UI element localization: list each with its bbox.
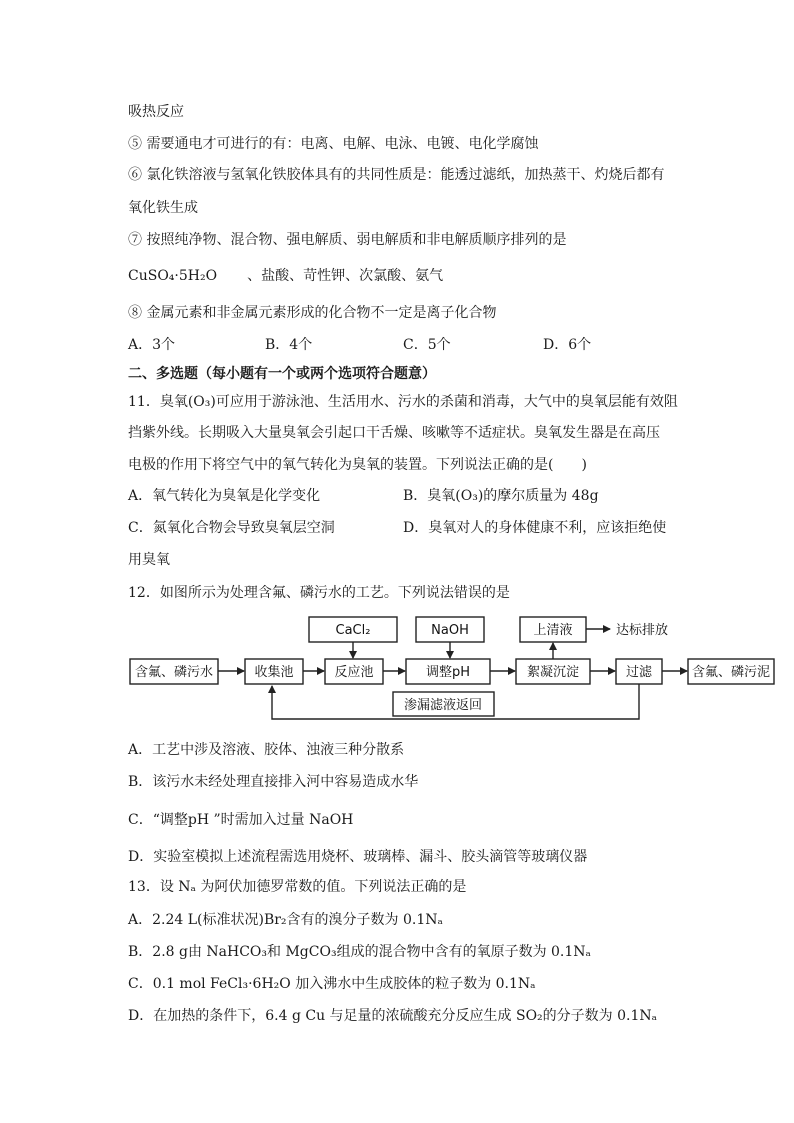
- q11-stem-3: 电极的作用下将空气中的氧气转化为臭氧的装置。下列说法正确的是( ): [128, 457, 587, 473]
- q13-option-a: A．2.24 L(标准状况)Br₂含有的溴分子数为 0.1Nₐ: [128, 912, 443, 928]
- q11-option-b: B．臭氧(O₃)的摩尔质量为 48g: [403, 488, 599, 504]
- label-filter: 过滤: [625, 665, 653, 680]
- q12-option-a: A．工艺中涉及溶液、胶体、浊液三种分散系: [128, 742, 405, 758]
- label-sludge: 含氟、磷污泥: [691, 665, 771, 680]
- q11-option-d: D．臭氧对人的身体健康不利，应该拒绝使: [403, 520, 667, 536]
- label-discharge: 达标排放: [616, 623, 669, 638]
- q11-stem-2: 挡紫外线。长期吸入大量臭氧会引起口干舌燥、咳嗽等不适症状。臭氧发生器是在高压: [128, 425, 660, 441]
- intro-line-4: 氧化铁生成: [128, 200, 198, 216]
- label-supernatant: 上清液: [533, 623, 573, 638]
- section-heading: 二、多选题（每小题有一个或两个选项符合题意）: [128, 366, 436, 382]
- formula-cuso4: CuSO₄·5H₂O: [128, 268, 218, 284]
- q12-option-d: D．实验室模拟上述流程需选用烧杯、玻璃棒、漏斗、胶头滴管等玻璃仪器: [128, 849, 588, 865]
- label-cacl2: CaCl₂: [335, 623, 371, 638]
- q11-option-c: C．氮氧化合物会导致臭氧层空洞: [128, 520, 335, 536]
- q13-stem: 13．设 Nₐ 为阿伏加德罗常数的值。下列说法正确的是: [128, 879, 467, 895]
- intro-line-1: 吸热反应: [128, 104, 184, 120]
- q11-option-a: A．氧气转化为臭氧是化学变化: [128, 488, 321, 504]
- intro-line-2: ⑤ 需要通电才可进行的有：电离、电解、电泳、电镀、电化学腐蚀: [128, 136, 539, 152]
- label-naoh: NaOH: [431, 623, 469, 638]
- label-reaction: 反应池: [334, 665, 374, 680]
- q10-option-a: A．3个: [128, 337, 176, 353]
- q12-option-c: C．“调整pH ”时需加入过量 NaOH: [128, 812, 354, 828]
- q13-option-d: D．在加热的条件下，6.4 g Cu 与足量的浓硫酸充分反应生成 SO₂的分子数为 0.1Nₐ: [128, 1008, 658, 1024]
- q13-option-b: B．2.8 g由 NaHCO₃和 MgCO₃组成的混合物中含有的氧原子数为 0.1Nₐ: [128, 944, 591, 960]
- label-adjust: 调整pH: [425, 665, 471, 680]
- intro-line-3: ⑥ 氯化铁溶液与氢氧化铁胶体具有的共同性质是：能透过滤纸，加热蒸干、灼烧后都有: [128, 167, 665, 183]
- q10-option-b: B．4个: [265, 337, 313, 353]
- q11-option-d-cont: 用臭氧: [128, 552, 170, 568]
- label-collect: 收集池: [254, 665, 294, 680]
- label-return: 渗漏滤液返回: [403, 698, 483, 713]
- label-source: 含氟、磷污水: [134, 665, 214, 680]
- q13-option-c: C．0.1 mol FeCl₃·6H₂O 加入沸水中生成胶体的粒子数为 0.1Nₐ: [128, 976, 536, 992]
- q10-option-c: C．5个: [403, 337, 451, 353]
- q12-option-b: B．该污水未经处理直接排入河中容易造成水华: [128, 774, 419, 790]
- q12-stem: 12．如图所示为处理含氟、磷污水的工艺。下列说法错误的是: [128, 585, 510, 601]
- sequence-text: 、盐酸、苛性钾、次氯酸、氨气: [247, 268, 444, 284]
- intro-line-5: ⑦ 按照纯净物、混合物、强电解质、弱电解质和非电解质顺序排列的是: [128, 232, 567, 248]
- intro-line-7: ⑧ 金属元素和非金属元素形成的化合物不一定是离子化合物: [128, 305, 497, 321]
- label-flocculate: 絮凝沉淀: [526, 665, 580, 680]
- q11-stem-1: 11．臭氧(O₃)可应用于游泳池、生活用水、污水的杀菌和消毒，大气中的臭氧层能有效阻: [128, 394, 678, 410]
- q10-option-d: D．6个: [543, 337, 592, 353]
